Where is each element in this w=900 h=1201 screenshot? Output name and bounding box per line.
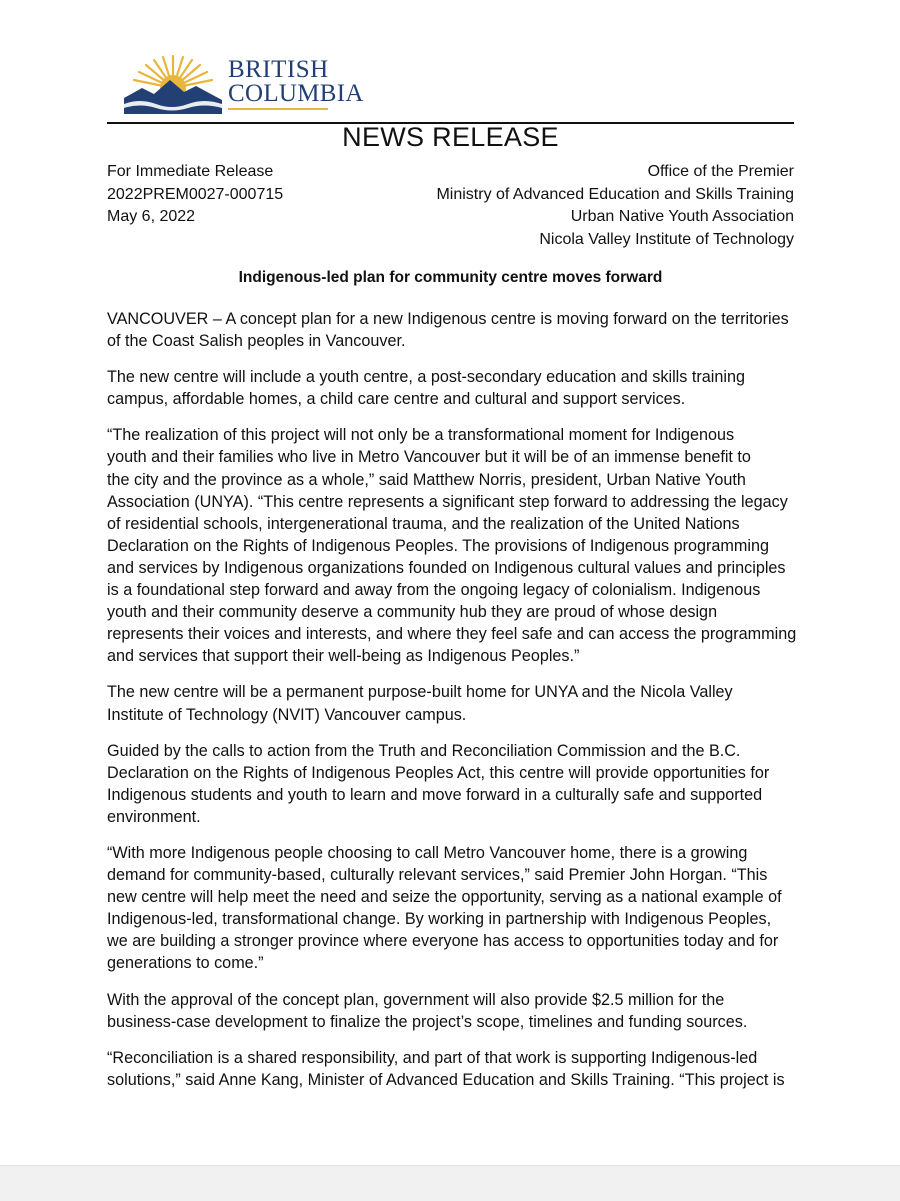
paragraph-line: generations to come.” [107, 954, 264, 973]
body-paragraph [107, 366, 795, 410]
paragraph-line: “With more Indigenous people choosing to call Metro Vancouver home, there is a growing [107, 843, 748, 862]
paragraph-line: Indigenous-led, transformational change. By working in partnership with Indigenous Peoples, [107, 910, 772, 929]
body-paragraph [107, 308, 795, 352]
body-paragraph [107, 740, 795, 828]
paragraph-line: VANCOUVER – A concept plan for a new Indigenous centre is moving forward on the territories [107, 310, 789, 328]
footer-band [0, 1165, 900, 1201]
paragraph-line: new centre will help meet the need and seize the opportunity, serving as a national example of [107, 888, 782, 907]
paragraph-line: Declaration on the Rights of Indigenous Peoples. The provisions of Indigenous programming [107, 536, 769, 555]
body-paragraph [107, 681, 795, 725]
paragraph-line: business-case development to finalize the project’s scope, timelines and funding sources. [107, 1012, 748, 1031]
sun-mountain-icon [120, 52, 226, 116]
paragraph-line: of residential schools, intergenerational trauma, and the realization of the United Nations [107, 514, 740, 533]
paragraph-line: “Reconciliation is a shared responsibility, and part of that work is supporting Indigenous-led [107, 1048, 758, 1067]
paragraph-line: represents their voices and interests, and where they feel safe and can access the programming [107, 625, 797, 644]
release-meta-left [107, 161, 283, 229]
logo-gold-underline [228, 108, 328, 110]
release-type: For Immediate Release [107, 163, 274, 180]
body-paragraph [107, 424, 795, 667]
release-date: May 6, 2022 [107, 208, 196, 225]
paragraph-line: the city and the province as a whole,” said Matthew Norris, president, Urban Native Youth [107, 470, 746, 489]
paragraph-line: and services by Indigenous organizations founded on Indigenous cultural values and principles [107, 558, 786, 577]
release-number: 2022PREM0027-000715 [107, 185, 284, 203]
paragraph-line: is a foundational step forward and away from the ongoing legacy of colonialism. Indigenous [107, 581, 761, 600]
paragraph-line: demand for community-based, culturally relevant services,” said Premier John Horgan. “This [107, 866, 768, 885]
news-release-title: NEWS RELEASE [342, 122, 559, 152]
issuing-institute: Nicola Valley Institute of Technology [539, 230, 794, 248]
paragraph-line: campus, affordable homes, a child care centre and cultural and support services. [107, 390, 686, 409]
issuing-organization: Urban Native Youth Association [570, 208, 794, 225]
paragraph-line: With the approval of the concept plan, government will also provide $2.5 million for the [107, 990, 725, 1009]
paragraph-line: and services that support their well-being as Indigenous Peoples.” [107, 647, 580, 666]
paragraph-line: The new centre will include a youth centre, a post-secondary education and skills training [107, 368, 745, 387]
paragraph-line: Institute of Technology (NVIT) Vancouver campus. [107, 705, 467, 724]
body-paragraph [107, 1047, 795, 1091]
body-paragraph [107, 989, 795, 1033]
paragraph-line: Declaration on the Rights of Indigenous Peoples Act, this centre will provide opportunities for [107, 763, 770, 782]
paragraph-line: The new centre will be a permanent purpose-built home for UNYA and the Nicola Valley [107, 683, 733, 702]
paragraph-line: environment. [107, 807, 201, 826]
paragraph-line: of the Coast Salish peoples in Vancouver. [107, 332, 406, 351]
paragraph-line: Association (UNYA). “This centre represents a significant step forward to addressing the legacy [107, 492, 788, 511]
logo-line-columbia: COLUMBIA [228, 80, 364, 107]
paragraph-line: youth and their community deserve a community hub they are proud of whose design [107, 603, 718, 622]
logo-wordmark [228, 58, 364, 106]
release-meta-right [436, 161, 794, 251]
logo-line-british: BRITISH [228, 56, 329, 83]
issuing-ministry: Ministry of Advanced Education and Skills Training [436, 185, 794, 203]
paragraph-line: “The realization of this project will not only be a transformational moment for Indigenous [107, 426, 735, 445]
paragraph-line: youth and their families who live in Metro Vancouver but it will be of an immense benefit to [107, 448, 751, 467]
release-body [107, 308, 795, 1105]
bc-logo [120, 52, 364, 122]
paragraph-line: solutions,” said Anne Kang, Minister of Advanced Education and Skills Training. “This project is [107, 1070, 785, 1089]
issuing-office: Office of the Premier [647, 163, 794, 180]
paragraph-line: we are building a stronger province where everyone has access to opportunities today and for [107, 932, 779, 951]
paragraph-line: Indigenous students and youth to learn and move forward in a culturally safe and supported [107, 785, 763, 804]
paragraph-line: Guided by the calls to action from the Truth and Reconciliation Commission and the B.C. [107, 741, 741, 760]
release-headline: Indigenous-led plan for community centre moves forward [238, 269, 663, 286]
body-paragraph [107, 842, 795, 975]
